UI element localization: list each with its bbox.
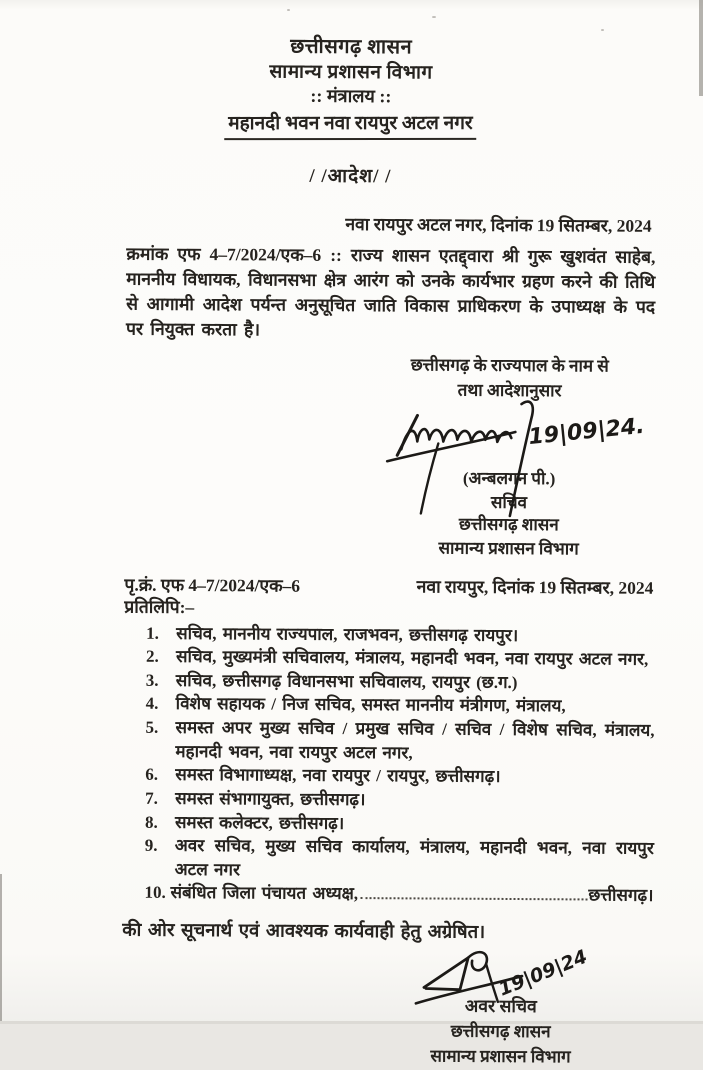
list-item: 5. समस्त अपर मुख्य सचिव / प्रमुख सचिव / सचिव / विशेष सचिव, मंत्रालय, महानदी भवन, नवा रायपुर अटल नगर,: [145, 717, 655, 763]
letterhead: [0, 32, 703, 143]
order-paragraph: [126, 242, 656, 345]
signature-date: 19|09|24: [495, 945, 591, 1001]
list-item: 10. संबंधित जिला पंचायत अध्यक्ष, छत्तीसगढ़।: [144, 883, 654, 906]
ministry-label: :: मंत्रालय ::: [310, 86, 392, 107]
list-item: 9. अवर सचिव, मुख्य सचिव कार्यालय, मंत्रालय, महानदी भवन, नवा रायपुर अटल नगर: [144, 835, 654, 880]
distribution-list: [144, 621, 655, 908]
department-name: सामान्य प्रशासन विभाग: [269, 61, 433, 84]
place-date-line: नवा रायपुर अटल नगर, दिनांक 19 सितम्बर, 2024: [345, 214, 652, 237]
signatory-name: (अन्बलगन पी.): [462, 468, 556, 488]
dotted-fill-line: [360, 897, 587, 900]
government-name: छत्तीसगढ़ शासन: [290, 35, 413, 59]
signature-block-secretary: [349, 353, 670, 561]
list-item: 8. समस्त कलेक्टर, छत्तीसगढ़।: [144, 812, 345, 833]
as-ordered-byline: तथा आदेशानुसार: [457, 380, 562, 401]
list-item: 7. समस्त संभागायुक्त, छत्तीसगढ़।: [145, 788, 366, 809]
list-item: 2. सचिव, मुख्यमंत्री सचिवालय, मंत्रालय, महानदी भवन, नवा रायपुर अटल नगर,: [145, 646, 649, 669]
list-item: 6. समस्त विभागाध्यक्ष, नवा रायपुर / रायपुर, छत्तीसगढ़।: [145, 765, 501, 787]
signatory-org-line2: सामान्य प्रशासन विभाग: [430, 1046, 571, 1067]
endorsement-number: पृ.क्रं. एफ 4–7/2024/एक–6: [124, 574, 301, 596]
governor-byline: छत्तीसगढ़ के राज्यपाल के नाम से: [410, 355, 609, 376]
signature-date: 19|09|24.: [527, 414, 646, 451]
signatory-org-line1: छत्तीसगढ़ शासन: [458, 514, 559, 534]
list-item: 1. सचिव, माननीय राज्यपाल, राजभवन, छत्तीसगढ़ रायपुर।: [146, 623, 519, 645]
list-item: 4. विशेष सहायक / निज सचिव, समस्त माननीय मंत्रीगण, मंत्रालय,: [145, 694, 566, 716]
address-line: महानदी भवन नवा रायपुर अटल नगर: [225, 111, 477, 140]
order-title: / /आदेश/ /: [309, 166, 392, 188]
copy-to-label: प्रतिलिपि:–: [124, 596, 195, 617]
list-item: 3. सचिव, छत्तीसगढ़ विधानसभा सचिवालय, रायपुर (छ.ग.): [145, 670, 518, 692]
signatory-org-line2: सामान्य प्रशासन विभाग: [438, 538, 579, 558]
signatory-designation: अवर सचिव: [464, 995, 537, 1017]
endorsement-place-date: नवा रायपुर, दिनांक 19 सितम्बर, 2024: [416, 575, 654, 598]
signatory-designation: सचिव: [490, 492, 528, 512]
forwarding-line: की ओर सूचनार्थ एवं आवश्यक कार्यवाही हेतु अग्रेषित।: [122, 920, 486, 943]
signature-block-under-secretary: [375, 947, 626, 1069]
order-body-text: राज्य शासन एतद्द्वारा श्री गुरू खुशवंत साहेब, माननीय विधायक, विधानसभा क्षेत्र आरंग को उनके कार्यभार ग्रहण करने की तिथि से आगामी आदेश पर्यन्त अनुसूचित जाति विकास प्राधिकरण के उपाध्यक्ष के पद पर नियुक्त करता है।: [125, 245, 656, 340]
signatory-org-line1: छत्तीसगढ़ शासन: [450, 1021, 551, 1042]
handwritten-signature: [376, 947, 626, 1007]
order-reference-number: क्रमांक एफ 4–7/2024/एक–6 ::: [126, 243, 342, 266]
